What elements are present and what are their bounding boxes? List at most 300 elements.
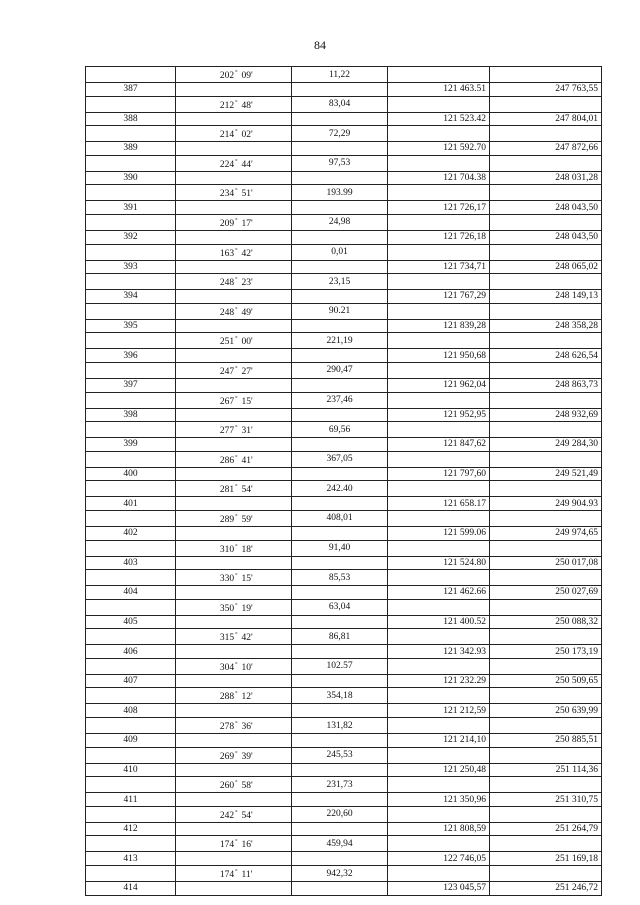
angle-cell [176, 763, 292, 777]
y-coordinate-cell [490, 392, 602, 408]
angle-minutes: 09' [241, 71, 253, 81]
y-coordinate-cell [490, 67, 602, 83]
angle-cell [176, 615, 292, 629]
segment-row [86, 481, 602, 497]
point-number-cell [86, 303, 176, 319]
distance-cell: 245,53 [292, 747, 388, 763]
segment-row [86, 185, 602, 201]
angle-cell [176, 451, 292, 467]
angle-minutes: 54' [241, 485, 253, 496]
distance-cell: 91,40 [292, 540, 388, 556]
distance-cell [292, 438, 388, 452]
angle-degrees-value: 281 [219, 485, 235, 496]
x-coordinate-cell [388, 303, 490, 319]
point-number-cell: 405 [86, 615, 176, 629]
x-coordinate-cell [388, 658, 490, 674]
degree-symbol: ° [235, 306, 238, 313]
distance-cell: 85,53 [292, 570, 388, 586]
x-coordinate-cell: 121 952,95 [388, 408, 490, 422]
y-coordinate-cell [490, 777, 602, 793]
distance-cell: 72,29 [292, 126, 388, 142]
distance-cell [292, 378, 388, 392]
point-number-cell [86, 658, 176, 674]
x-coordinate-cell [388, 362, 490, 378]
point-number-cell [86, 481, 176, 497]
angle-cell [176, 378, 292, 392]
y-coordinate-cell [490, 806, 602, 822]
point-number-cell: 396 [86, 349, 176, 363]
angle-cell [176, 303, 292, 319]
angle-cell [176, 290, 292, 304]
x-coordinate-cell: 121 808,59 [388, 822, 490, 836]
degree-symbol: ° [235, 721, 238, 728]
y-coordinate-cell: 248 043,50 [490, 230, 602, 244]
angle-degrees-value: 247 [219, 366, 235, 377]
y-coordinate-cell: 249 974,65 [490, 526, 602, 540]
coordinates-table-body [86, 67, 602, 896]
point-number-cell [86, 422, 176, 438]
distance-cell [292, 793, 388, 807]
y-coordinate-cell [490, 688, 602, 704]
x-coordinate-cell: 121 592.70 [388, 142, 490, 156]
angle-degrees-value: 212 [219, 100, 235, 111]
distance-cell: 221,19 [292, 333, 388, 349]
point-row [86, 734, 602, 748]
point-number-cell [86, 185, 176, 201]
segment-row [86, 806, 602, 822]
angle-degrees-value: 310 [219, 544, 235, 555]
angle-cell [176, 556, 292, 570]
x-coordinate-cell: 121 950,68 [388, 349, 490, 363]
segment-row [86, 570, 602, 586]
segment-row [86, 333, 602, 349]
angle-minutes: 51' [241, 189, 253, 200]
x-coordinate-cell [388, 185, 490, 201]
angle-cell [176, 629, 292, 645]
angle-degrees-value: 248 [219, 278, 235, 289]
x-coordinate-cell: 121 342.93 [388, 645, 490, 659]
degree-symbol: ° [235, 336, 238, 343]
point-number-cell [86, 126, 176, 142]
degree-symbol: ° [235, 425, 238, 432]
degree-symbol: ° [235, 395, 238, 402]
segment-row [86, 836, 602, 852]
y-coordinate-cell [490, 658, 602, 674]
angle-cell [176, 274, 292, 290]
point-number-cell: 414 [86, 882, 176, 896]
x-coordinate-cell: 121 232.29 [388, 674, 490, 688]
angle-degrees [202, 748, 238, 763]
y-coordinate-cell [490, 510, 602, 526]
distance-cell: 83,04 [292, 96, 388, 112]
distance-cell [292, 615, 388, 629]
angle-cell [176, 349, 292, 363]
segment-row [86, 747, 602, 763]
y-coordinate-cell [490, 362, 602, 378]
x-coordinate-cell [388, 126, 490, 142]
point-number-cell [86, 688, 176, 704]
segment-row [86, 451, 602, 467]
angle-cell [176, 586, 292, 600]
degree-symbol: ° [235, 839, 238, 846]
point-number-cell: 394 [86, 290, 176, 304]
angle-cell [176, 214, 292, 230]
x-coordinate-cell [388, 718, 490, 734]
point-row [86, 497, 602, 511]
point-number-cell [86, 214, 176, 230]
angle-minutes: 42' [241, 633, 253, 644]
y-coordinate-cell [490, 274, 602, 290]
point-row [86, 882, 602, 896]
angle-cell [176, 244, 292, 260]
angle-minutes: 58' [241, 781, 253, 792]
y-coordinate-cell [490, 599, 602, 615]
y-coordinate-cell: 248 031,28 [490, 171, 602, 185]
x-coordinate-cell [388, 866, 490, 882]
y-coordinate-cell: 251 246,72 [490, 882, 602, 896]
angle-degrees-value: 315 [219, 633, 235, 644]
angle-degrees-value: 174 [219, 870, 235, 881]
point-row [86, 349, 602, 363]
angle-minutes: 02' [241, 130, 253, 141]
point-row [86, 378, 602, 392]
point-number-cell [86, 392, 176, 408]
angle-cell [176, 481, 292, 497]
distance-cell [292, 674, 388, 688]
distance-cell [292, 734, 388, 748]
point-number-cell [86, 836, 176, 852]
y-coordinate-cell: 248 626,54 [490, 349, 602, 363]
y-coordinate-cell: 249 904.93 [490, 497, 602, 511]
angle-degrees-value: 248 [219, 307, 235, 318]
point-number-cell [86, 599, 176, 615]
distance-cell: 11,22 [292, 67, 388, 83]
x-coordinate-cell: 121 599.06 [388, 526, 490, 540]
angle-degrees-value: 304 [219, 662, 235, 673]
point-number-cell [86, 629, 176, 645]
angle-cell [176, 112, 292, 126]
x-coordinate-cell: 121 726,17 [388, 201, 490, 215]
angle-cell [176, 526, 292, 540]
distance-cell [292, 645, 388, 659]
point-row [86, 763, 602, 777]
distance-cell [292, 763, 388, 777]
y-coordinate-cell: 250 017,08 [490, 556, 602, 570]
y-coordinate-cell: 248 043,50 [490, 201, 602, 215]
angle-degrees [202, 481, 238, 496]
degree-symbol: ° [235, 780, 238, 787]
angle-degrees-value: 202 [219, 71, 235, 81]
point-number-cell [86, 155, 176, 171]
angle-degrees-value: 350 [219, 603, 235, 614]
distance-cell [292, 852, 388, 866]
segment-row [86, 688, 602, 704]
distance-cell: 942,32 [292, 866, 388, 882]
point-row [86, 467, 602, 481]
y-coordinate-cell [490, 214, 602, 230]
degree-symbol: ° [235, 750, 238, 757]
point-number-cell [86, 777, 176, 793]
point-number-cell [86, 866, 176, 882]
distance-cell [292, 822, 388, 836]
angle-degrees [202, 393, 238, 408]
distance-cell [292, 556, 388, 570]
x-coordinate-cell [388, 274, 490, 290]
point-row [86, 438, 602, 452]
angle-cell [176, 362, 292, 378]
degree-symbol: ° [235, 632, 238, 639]
x-coordinate-cell [388, 806, 490, 822]
angle-degrees [202, 659, 238, 674]
distance-cell [292, 319, 388, 333]
angle-cell [176, 806, 292, 822]
angle-degrees [202, 156, 238, 171]
x-coordinate-cell: 121 214,10 [388, 734, 490, 748]
point-row [86, 230, 602, 244]
x-coordinate-cell: 121 734,71 [388, 260, 490, 274]
distance-cell: 459,94 [292, 836, 388, 852]
angle-cell [176, 822, 292, 836]
y-coordinate-cell [490, 629, 602, 645]
angle-degrees [202, 67, 238, 82]
x-coordinate-cell: 123 045,57 [388, 882, 490, 896]
distance-cell [292, 171, 388, 185]
distance-cell: 102.57 [292, 658, 388, 674]
y-coordinate-cell [490, 422, 602, 438]
distance-cell: 367,05 [292, 451, 388, 467]
degree-symbol: ° [235, 158, 238, 165]
angle-degrees [202, 777, 238, 792]
angle-degrees-value: 260 [219, 781, 235, 792]
x-coordinate-cell: 121 767,29 [388, 290, 490, 304]
y-coordinate-cell [490, 96, 602, 112]
x-coordinate-cell [388, 629, 490, 645]
y-coordinate-cell: 250 088,32 [490, 615, 602, 629]
point-row [86, 319, 602, 333]
point-number-cell: 400 [86, 467, 176, 481]
angle-degrees-value: 286 [219, 455, 235, 466]
angle-degrees-value: 242 [219, 810, 235, 821]
distance-cell: 131,82 [292, 718, 388, 734]
degree-symbol: ° [235, 70, 238, 76]
y-coordinate-cell [490, 333, 602, 349]
point-number-cell: 403 [86, 556, 176, 570]
angle-degrees [202, 718, 238, 733]
x-coordinate-cell [388, 155, 490, 171]
angle-minutes: 23' [241, 278, 253, 289]
degree-symbol: ° [235, 513, 238, 520]
angle-cell [176, 422, 292, 438]
y-coordinate-cell: 248 358,28 [490, 319, 602, 333]
degree-symbol: ° [235, 869, 238, 876]
distance-cell: 0,01 [292, 244, 388, 260]
degree-symbol: ° [235, 99, 238, 106]
distance-cell: 193.99 [292, 185, 388, 201]
x-coordinate-cell: 121 726,18 [388, 230, 490, 244]
angle-degrees [202, 807, 238, 822]
coordinates-table [85, 66, 602, 896]
x-coordinate-cell [388, 510, 490, 526]
angle-degrees-value: 269 [219, 751, 235, 762]
x-coordinate-cell: 121 962,04 [388, 378, 490, 392]
angle-degrees [202, 511, 238, 526]
x-coordinate-cell [388, 422, 490, 438]
degree-symbol: ° [235, 573, 238, 580]
point-number-cell: 387 [86, 83, 176, 97]
angle-cell [176, 658, 292, 674]
angle-degrees [202, 215, 238, 230]
angle-degrees [202, 126, 238, 141]
y-coordinate-cell [490, 718, 602, 734]
y-coordinate-cell [490, 185, 602, 201]
angle-minutes: 49' [241, 307, 253, 318]
point-number-cell: 413 [86, 852, 176, 866]
point-number-cell: 404 [86, 586, 176, 600]
y-coordinate-cell: 250 639,99 [490, 704, 602, 718]
angle-cell [176, 852, 292, 866]
y-coordinate-cell [490, 866, 602, 882]
degree-symbol: ° [235, 365, 238, 372]
angle-cell [176, 408, 292, 422]
distance-cell: 90.21 [292, 303, 388, 319]
angle-cell [176, 882, 292, 896]
angle-cell [176, 734, 292, 748]
distance-cell [292, 408, 388, 422]
x-coordinate-cell [388, 777, 490, 793]
segment-row [86, 392, 602, 408]
angle-degrees [202, 866, 238, 881]
angle-minutes: 27' [241, 366, 253, 377]
y-coordinate-cell: 248 065,02 [490, 260, 602, 274]
angle-minutes: 12' [241, 692, 253, 703]
point-row [86, 83, 602, 97]
point-number-cell [86, 718, 176, 734]
angle-cell [176, 467, 292, 481]
point-number-cell: 390 [86, 171, 176, 185]
segment-row [86, 718, 602, 734]
angle-degrees-value: 234 [219, 189, 235, 200]
distance-cell: 86,81 [292, 629, 388, 645]
point-number-cell: 412 [86, 822, 176, 836]
distance-cell: 408,01 [292, 510, 388, 526]
x-coordinate-cell [388, 599, 490, 615]
point-row [86, 171, 602, 185]
point-number-cell: 401 [86, 497, 176, 511]
angle-cell [176, 260, 292, 274]
angle-cell [176, 171, 292, 185]
point-row [86, 822, 602, 836]
point-row [86, 852, 602, 866]
angle-cell [176, 836, 292, 852]
x-coordinate-cell: 121 847,62 [388, 438, 490, 452]
angle-cell [176, 67, 292, 83]
segment-row [86, 274, 602, 290]
distance-cell: 97,53 [292, 155, 388, 171]
degree-symbol: ° [235, 217, 238, 224]
point-row [86, 290, 602, 304]
point-row [86, 408, 602, 422]
angle-degrees [202, 97, 238, 112]
y-coordinate-cell [490, 570, 602, 586]
angle-degrees-value: 289 [219, 514, 235, 525]
y-coordinate-cell: 247 872,66 [490, 142, 602, 156]
point-number-cell: 406 [86, 645, 176, 659]
y-coordinate-cell: 251 114,36 [490, 763, 602, 777]
angle-minutes: 17' [241, 218, 253, 229]
distance-cell: 237,46 [292, 392, 388, 408]
y-coordinate-cell: 249 521,49 [490, 467, 602, 481]
y-coordinate-cell: 248 863,73 [490, 378, 602, 392]
angle-cell [176, 142, 292, 156]
point-number-cell [86, 451, 176, 467]
point-row [86, 793, 602, 807]
distance-cell [292, 497, 388, 511]
point-number-cell [86, 274, 176, 290]
point-number-cell: 393 [86, 260, 176, 274]
angle-degrees-value: 277 [219, 426, 235, 437]
point-number-cell: 395 [86, 319, 176, 333]
angle-cell [176, 599, 292, 615]
distance-cell: 354,18 [292, 688, 388, 704]
distance-cell: 290,47 [292, 362, 388, 378]
segment-row [86, 422, 602, 438]
angle-minutes: 10' [241, 662, 253, 673]
angle-degrees-value: 224 [219, 159, 235, 170]
angle-cell [176, 201, 292, 215]
distance-cell [292, 349, 388, 363]
angle-minutes: 15' [241, 396, 253, 407]
x-coordinate-cell [388, 67, 490, 83]
segment-row [86, 96, 602, 112]
segment-row [86, 67, 602, 83]
angle-minutes: 15' [241, 574, 253, 585]
point-row [86, 586, 602, 600]
degree-symbol: ° [235, 247, 238, 254]
y-coordinate-cell [490, 155, 602, 171]
x-coordinate-cell: 121 463.51 [388, 83, 490, 97]
point-number-cell: 409 [86, 734, 176, 748]
angle-minutes: 41' [241, 455, 253, 466]
point-number-cell: 397 [86, 378, 176, 392]
x-coordinate-cell [388, 392, 490, 408]
distance-cell: 231,73 [292, 777, 388, 793]
x-coordinate-cell [388, 451, 490, 467]
angle-degrees [202, 688, 238, 703]
x-coordinate-cell: 121 400.52 [388, 615, 490, 629]
point-number-cell [86, 244, 176, 260]
x-coordinate-cell: 122 746,05 [388, 852, 490, 866]
point-row [86, 260, 602, 274]
angle-degrees-value: 288 [219, 692, 235, 703]
distance-cell [292, 83, 388, 97]
segment-row [86, 777, 602, 793]
angle-cell [176, 747, 292, 763]
point-row [86, 142, 602, 156]
x-coordinate-cell [388, 747, 490, 763]
point-number-cell: 411 [86, 793, 176, 807]
y-coordinate-cell: 251 169,18 [490, 852, 602, 866]
x-coordinate-cell: 121 350,96 [388, 793, 490, 807]
angle-degrees-value: 267 [219, 396, 235, 407]
angle-minutes: 18' [241, 544, 253, 555]
angle-degrees [202, 452, 238, 467]
point-row [86, 674, 602, 688]
x-coordinate-cell [388, 244, 490, 260]
point-number-cell: 407 [86, 674, 176, 688]
y-coordinate-cell: 248 149,13 [490, 290, 602, 304]
degree-symbol: ° [235, 129, 238, 136]
point-row [86, 201, 602, 215]
